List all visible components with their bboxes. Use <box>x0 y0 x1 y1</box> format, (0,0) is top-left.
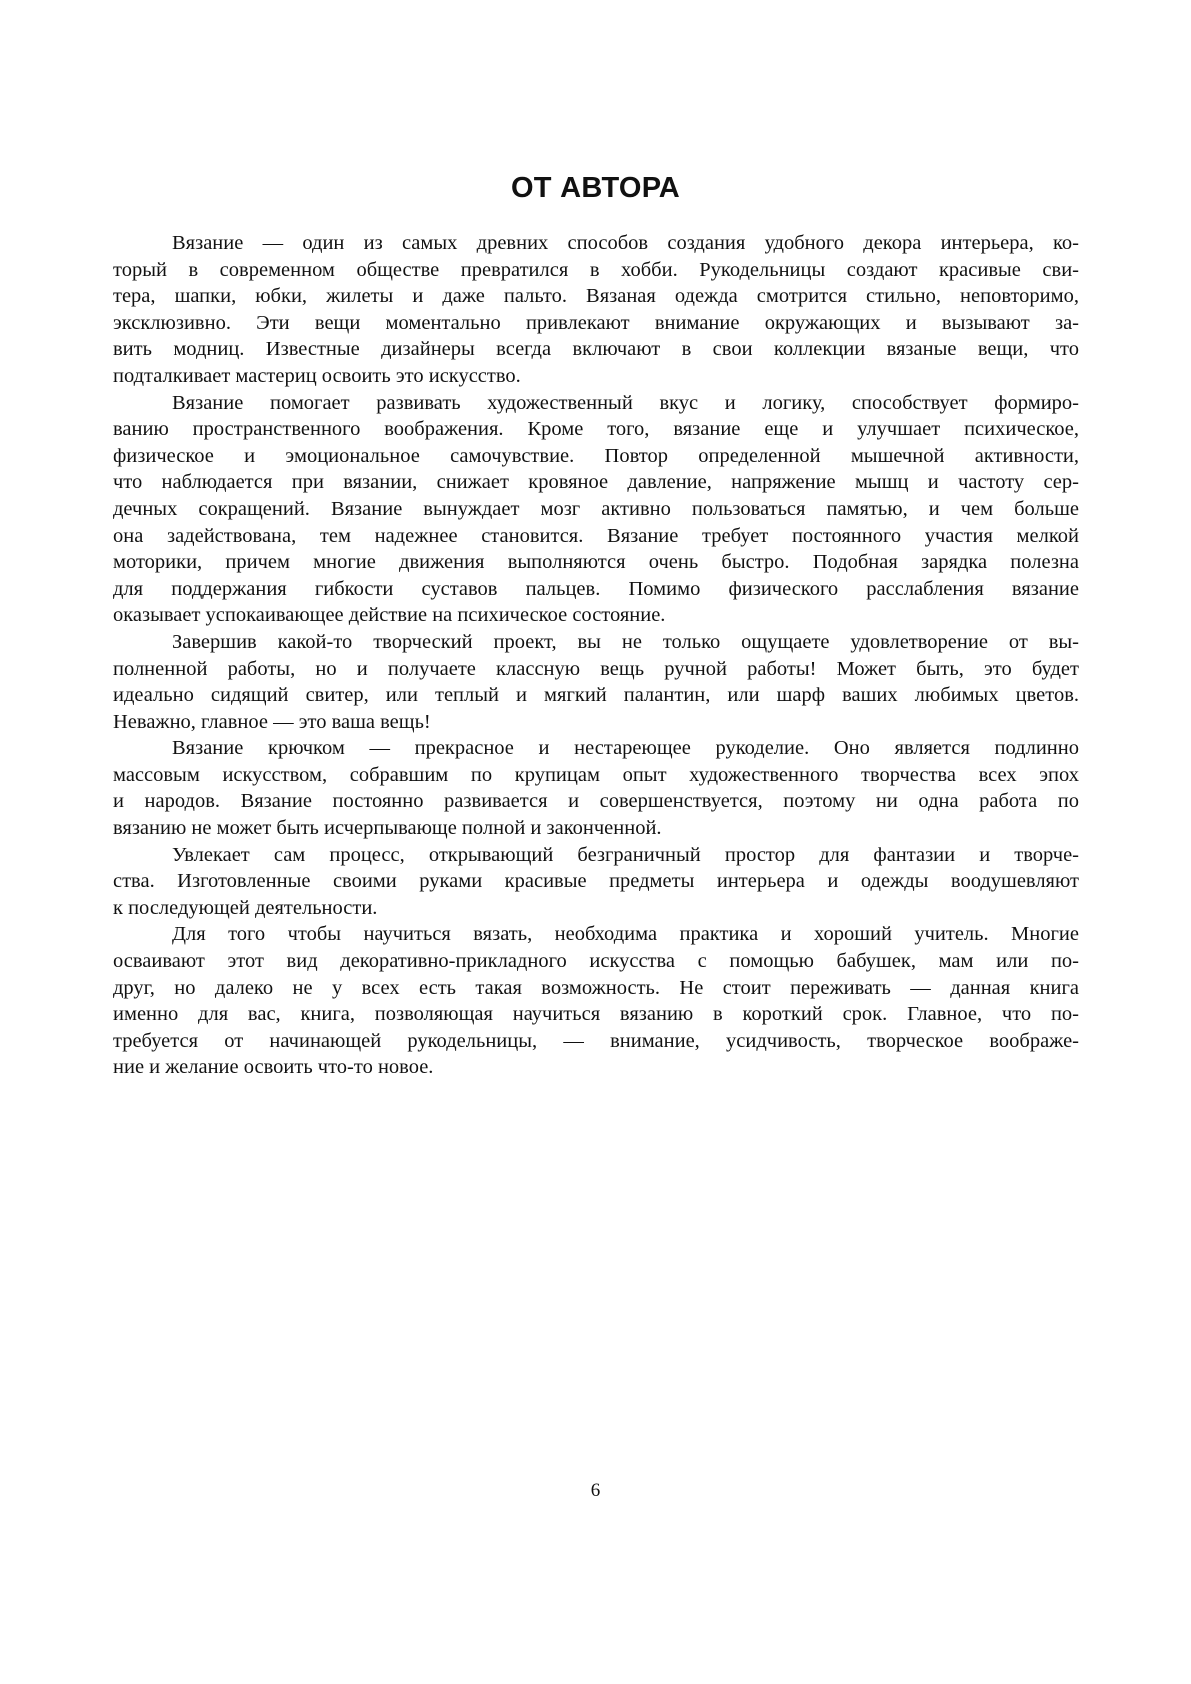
text-line: Завершив какой-то творческий проект, вы не только ощущаете удовлетворение от вы- <box>172 630 1079 653</box>
text-line: требуется от начинающей рукодельницы, — внимание, усидчивость, творческое воображе- <box>113 1029 1079 1052</box>
text-line: эксклюзивно. Эти вещи моментально привлекают внимание окружающих и вызывают за- <box>113 311 1079 334</box>
paragraph <box>113 735 1079 841</box>
text-line: и народов. Вязание постоянно развивается и совершенствуется, поэтому ни одна работа по <box>113 790 1079 813</box>
text-line: вязанию не может быть исчерпывающе полной и законченной. <box>113 817 662 840</box>
text-line: Увлекает сам процесс, открывающий безграничный простор для фантазии и творче- <box>172 843 1079 866</box>
paragraph <box>113 842 1079 922</box>
text-line: Вязание крючком — прекрасное и нестареющее рукоделие. Оно является подлинно <box>172 737 1079 760</box>
text-line: к последующей деятельности. <box>113 896 378 919</box>
text-line: именно для вас, книга, позволяющая научиться вязанию в короткий срок. Главное, что по- <box>113 1003 1079 1026</box>
page-number: 6 <box>590 1480 601 1501</box>
text-line: массовым искусством, собравшим по крупицам опыт художественного творчества всех эпох <box>113 763 1079 786</box>
text-line: оказывает успокаивающее действие на психическое состояние. <box>113 604 666 627</box>
text-line: торый в современном обществе превратился в хобби. Рукодельницы создают красивые сви- <box>113 258 1079 281</box>
text-line: что наблюдается при вязании, снижает кровяное давление, напряжение мышц и частоту сер- <box>113 471 1079 494</box>
paragraph <box>113 921 1079 1081</box>
body-text <box>113 230 1079 1081</box>
text-line: вить модниц. Известные дизайнеры всегда включают в свои коллекции вязаные вещи, что <box>113 338 1079 361</box>
text-line: Для того чтобы научиться вязать, необходима практика и хороший учитель. Многие <box>172 923 1079 946</box>
page-title: ОТ АВТОРА <box>510 172 681 204</box>
text-line: ние и желание освоить что-то новое. <box>113 1056 434 1079</box>
text-line: моторики, причем многие движения выполняются очень быстро. Подобная зарядка полезна <box>113 551 1079 574</box>
paragraph <box>113 629 1079 735</box>
text-line: дечных сокращений. Вязание вынуждает мозг активно пользоваться памятью, и чем больше <box>113 497 1079 520</box>
text-line: идеально сидящий свитер, или теплый и мягкий палантин, или шарф ваших любимых цветов. <box>113 684 1079 707</box>
text-line: тера, шапки, юбки, жилеты и даже пальто. Вязаная одежда смотрится стильно, неповторимо, <box>113 285 1079 308</box>
text-line: Вязание — один из самых древних способов создания удобного декора интерьера, ко- <box>172 232 1079 254</box>
paragraph <box>113 390 1079 629</box>
text-line: ванию пространственного воображения. Кроме того, вязание еще и улучшает психическое, <box>113 418 1079 441</box>
text-line: полненной работы, но и получаете классную вещь ручной работы! Может быть, это будет <box>113 657 1079 680</box>
text-line: она задействована, тем надежнее становится. Вязание требует постоянного участия мелкой <box>113 524 1079 547</box>
text-line: Вязание помогает развивать художественный вкус и логику, способствует формиро- <box>172 391 1079 414</box>
paragraph <box>113 230 1079 390</box>
text-line: ства. Изготовленные своими руками красивые предметы интерьера и одежды воодушевляют <box>113 870 1079 893</box>
text-line: осваивают этот вид декоративно-прикладного искусства с помощью бабушек, мам или по- <box>113 950 1079 973</box>
text-line: для поддержания гибкости суставов пальцев. Помимо физического расслабления вязание <box>113 577 1079 600</box>
text-line: физическое и эмоциональное самочувствие. Повтор определенной мышечной активности, <box>113 444 1079 467</box>
text-line: подталкивает мастериц освоить это искусство. <box>113 364 521 387</box>
text-line: Неважно, главное — это ваша вещь! <box>113 710 431 733</box>
text-line: друг, но далеко не у всех есть такая возможность. Не стоит переживать — данная книга <box>113 976 1079 999</box>
